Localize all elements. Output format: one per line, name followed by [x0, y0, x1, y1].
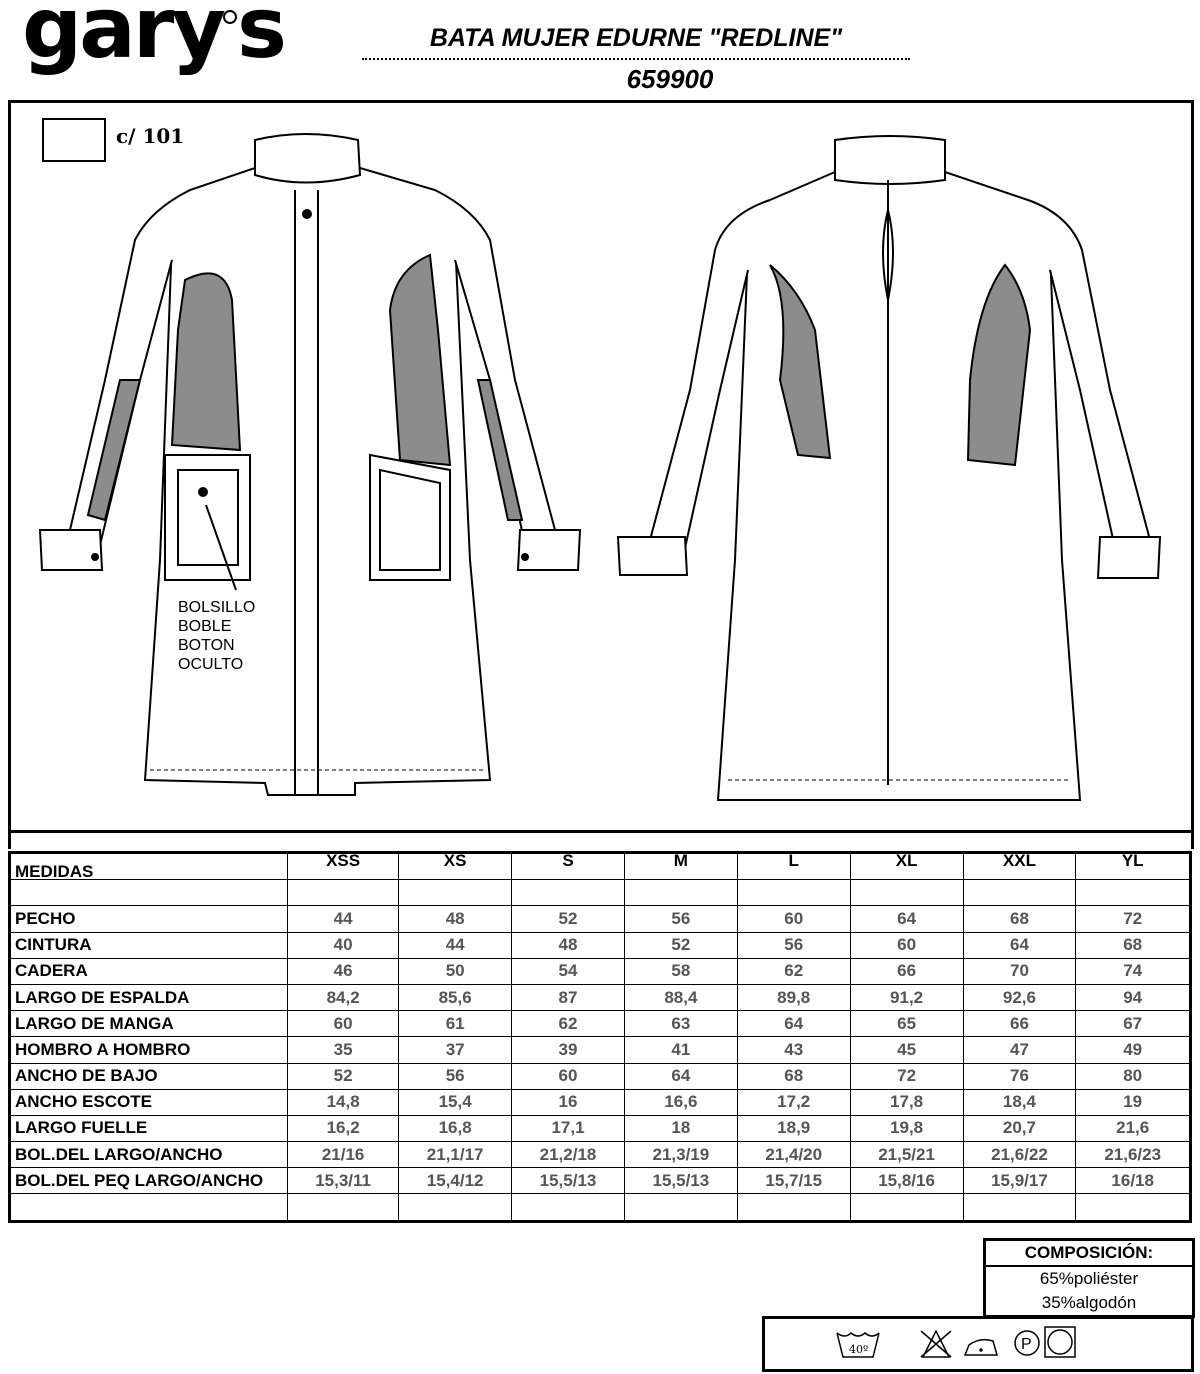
measure-value: 56: [399, 1063, 512, 1089]
measure-value: 60: [288, 1011, 399, 1037]
measure-label: BOL.DEL PEQ LARGO/ANCHO: [10, 1168, 288, 1194]
measure-value: 74: [1076, 958, 1191, 984]
care-icons: [765, 1319, 1191, 1369]
table-row: [10, 1115, 1191, 1141]
measure-value: 46: [288, 958, 399, 984]
pocket-callout-line: BOBLE: [178, 618, 232, 635]
measure-value: 16,8: [399, 1115, 512, 1141]
measure-value: 48: [512, 932, 625, 958]
measure-value: 68: [737, 1063, 850, 1089]
measure-label: CADERA: [10, 958, 288, 984]
table-row: [10, 1037, 1191, 1063]
measure-value: 64: [624, 1063, 737, 1089]
measure-value: 94: [1076, 984, 1191, 1010]
iron-low-icon: [965, 1340, 997, 1355]
measure-value: 89,8: [737, 984, 850, 1010]
measure-value: 62: [737, 958, 850, 984]
pocket-callout: [178, 598, 255, 674]
measure-value: 17,2: [737, 1089, 850, 1115]
front-view: [40, 134, 580, 795]
measure-value: 40: [288, 932, 399, 958]
pocket-callout-line: OCULTO: [178, 656, 244, 673]
measure-value: 21,4/20: [737, 1142, 850, 1168]
header-medidas: MEDIDAS: [10, 853, 288, 880]
table-row: [10, 1168, 1191, 1194]
measure-value: 88,4: [624, 984, 737, 1010]
measure-value: 19,8: [850, 1115, 963, 1141]
measure-value: 62: [512, 1011, 625, 1037]
measurements-body: [10, 880, 1191, 1221]
measure-value: 52: [624, 932, 737, 958]
measure-value: 21/16: [288, 1142, 399, 1168]
measure-value: 16,2: [288, 1115, 399, 1141]
measure-value: 85,6: [399, 984, 512, 1010]
measure-value: 72: [850, 1063, 963, 1089]
dry-clean-p-icon: [1015, 1331, 1039, 1355]
svg-text:P: P: [1021, 1336, 1032, 1353]
size-header: L: [737, 853, 850, 880]
measure-value: 50: [399, 958, 512, 984]
measure-value: 60: [850, 932, 963, 958]
table-row: [10, 1063, 1191, 1089]
size-header: XL: [850, 853, 963, 880]
measure-value: 15,5/13: [512, 1168, 625, 1194]
measure-value: 21,2/18: [512, 1142, 625, 1168]
measure-value: 16/18: [1076, 1168, 1191, 1194]
measure-value: 68: [1076, 932, 1191, 958]
wash-temp: 40º: [849, 1343, 869, 1356]
table-row: [10, 1089, 1191, 1115]
measure-value: 14,8: [288, 1089, 399, 1115]
measure-value: 63: [624, 1011, 737, 1037]
measure-label: LARGO DE MANGA: [10, 1011, 288, 1037]
measure-value: 21,3/19: [624, 1142, 737, 1168]
measure-value: 47: [963, 1037, 1076, 1063]
measure-value: 15,5/13: [624, 1168, 737, 1194]
measure-value: 21,1/17: [399, 1142, 512, 1168]
measure-value: 70: [963, 958, 1076, 984]
measure-value: 52: [512, 906, 625, 932]
measure-value: 15,3/11: [288, 1168, 399, 1194]
measure-label: CINTURA: [10, 932, 288, 958]
measure-label: PECHO: [10, 906, 288, 932]
measure-value: 66: [963, 1011, 1076, 1037]
measure-value: 72: [1076, 906, 1191, 932]
spacer-row: [10, 1194, 1191, 1221]
measure-value: 54: [512, 958, 625, 984]
measure-value: 21,5/21: [850, 1142, 963, 1168]
pocket-callout-line: BOLSILLO: [178, 599, 256, 616]
measure-value: 15,4: [399, 1089, 512, 1115]
measure-value: 60: [512, 1063, 625, 1089]
measure-value: 64: [737, 1011, 850, 1037]
measure-value: 80: [1076, 1063, 1191, 1089]
color-code: c/ 101: [116, 124, 185, 148]
measure-value: 18,9: [737, 1115, 850, 1141]
composition-line: 35%algodón: [1041, 1293, 1137, 1312]
measure-value: 15,7/15: [737, 1168, 850, 1194]
table-row: [10, 1142, 1191, 1168]
measure-value: 48: [399, 906, 512, 932]
measure-value: 17,1: [512, 1115, 625, 1141]
measure-value: 21,6: [1076, 1115, 1191, 1141]
measure-value: 20,7: [963, 1115, 1076, 1141]
product-title: BATA MUJER EDURNE "REDLINE": [429, 24, 843, 52]
measure-value: 91,2: [850, 984, 963, 1010]
measure-label: ANCHO ESCOTE: [10, 1089, 288, 1115]
brand-logo: gary s: [22, 0, 284, 77]
measure-value: 52: [288, 1063, 399, 1089]
measure-value: 44: [399, 932, 512, 958]
table-row: [10, 906, 1191, 932]
measure-value: 41: [624, 1037, 737, 1063]
tumble-dry-icon: [1045, 1327, 1075, 1357]
measure-value: 18,4: [963, 1089, 1076, 1115]
measure-value: 45: [850, 1037, 963, 1063]
measure-label: ANCHO DE BAJO: [10, 1063, 288, 1089]
measure-value: 17,8: [850, 1089, 963, 1115]
measure-value: 16: [512, 1089, 625, 1115]
measure-value: 15,9/17: [963, 1168, 1076, 1194]
back-view: [618, 136, 1160, 800]
measure-value: 35: [288, 1037, 399, 1063]
size-header: YL: [1076, 853, 1191, 880]
measure-value: 66: [850, 958, 963, 984]
measure-value: 87: [512, 984, 625, 1010]
measure-value: 19: [1076, 1089, 1191, 1115]
size-header: M: [624, 853, 737, 880]
composition-line: 65%poliéster: [1039, 1269, 1139, 1288]
pocket-callout-line: BOTON: [178, 637, 235, 654]
measure-value: 76: [963, 1063, 1076, 1089]
table-row: [10, 932, 1191, 958]
measure-value: 43: [737, 1037, 850, 1063]
size-header: S: [512, 853, 625, 880]
measurements-table: [8, 851, 1192, 1223]
measure-value: 56: [737, 932, 850, 958]
measure-label: BOL.DEL LARGO/ANCHO: [10, 1142, 288, 1168]
measure-value: 67: [1076, 1011, 1191, 1037]
measure-value: 61: [399, 1011, 512, 1037]
size-header: XXL: [963, 853, 1076, 880]
measure-label: LARGO DE ESPALDA: [10, 984, 288, 1010]
measure-value: 18: [624, 1115, 737, 1141]
measure-value: 65: [850, 1011, 963, 1037]
measure-value: 16,6: [624, 1089, 737, 1115]
care-symbols: [762, 1316, 1194, 1372]
measure-value: 56: [624, 906, 737, 932]
measure-value: 64: [850, 906, 963, 932]
measure-value: 15,8/16: [850, 1168, 963, 1194]
measure-value: 39: [512, 1037, 625, 1063]
measure-value: 58: [624, 958, 737, 984]
table-row: [10, 958, 1191, 984]
spacer-row: [10, 880, 1191, 906]
composition-box: [983, 1238, 1195, 1318]
measure-value: 49: [1076, 1037, 1191, 1063]
size-header: XS: [399, 853, 512, 880]
product-code: 659900: [626, 64, 714, 94]
measure-value: 15,4/12: [399, 1168, 512, 1194]
measure-value: 68: [963, 906, 1076, 932]
table-header-row: [10, 853, 1191, 880]
measure-value: 44: [288, 906, 399, 932]
size-header: XSS: [288, 853, 399, 880]
table-row: [10, 984, 1191, 1010]
measure-value: 37: [399, 1037, 512, 1063]
wash-40-icon: [837, 1333, 879, 1357]
table-row: [10, 1011, 1191, 1037]
table-top-bar: [8, 830, 1194, 849]
measure-value: 64: [963, 932, 1076, 958]
measure-label: HOMBRO A HOMBRO: [10, 1037, 288, 1063]
no-tumble-dry-icon: [921, 1331, 951, 1357]
measure-label: LARGO FUELLE: [10, 1115, 288, 1141]
composition-title: COMPOSICIÓN:: [986, 1241, 1192, 1267]
measure-value: 21,6/23: [1076, 1142, 1191, 1168]
measure-value: 60: [737, 906, 850, 932]
measure-value: 84,2: [288, 984, 399, 1010]
measure-value: 92,6: [963, 984, 1076, 1010]
measure-value: 21,6/22: [963, 1142, 1076, 1168]
